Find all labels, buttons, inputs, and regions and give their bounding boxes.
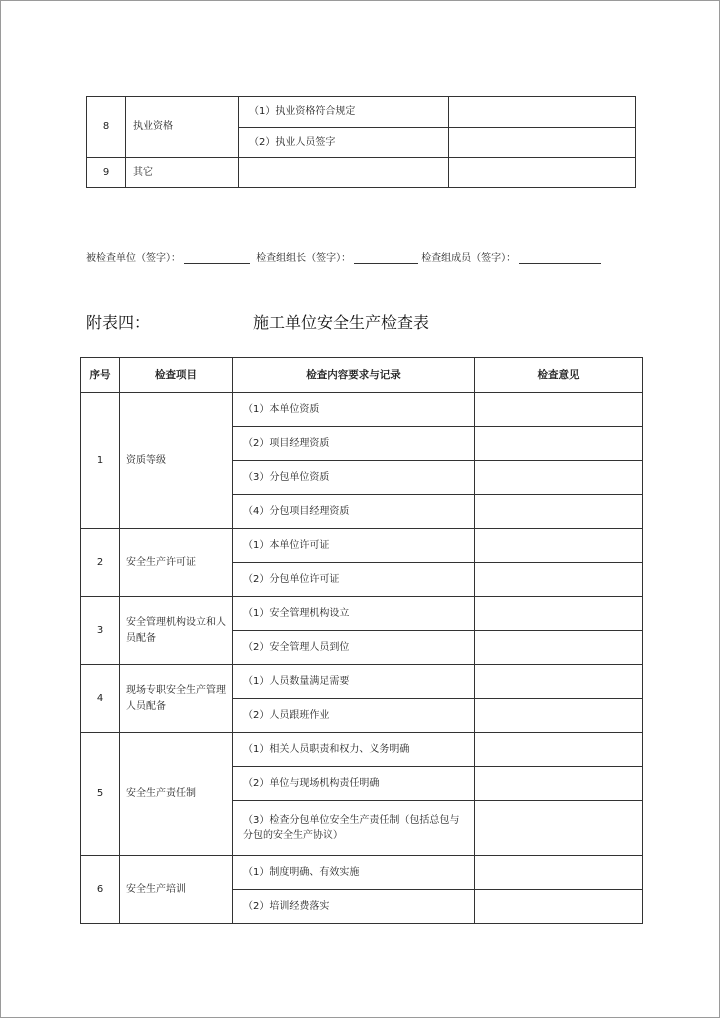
row-number: 5 — [81, 733, 120, 856]
check-item: 资质等级 — [120, 393, 233, 529]
check-content: （2）执业人员签字 — [239, 128, 449, 158]
opinion-cell[interactable] — [475, 563, 643, 597]
opinion-cell[interactable] — [475, 393, 643, 427]
row-number: 6 — [81, 856, 120, 924]
check-item: 安全管理机构设立和人员配备 — [120, 597, 233, 665]
opinion-cell[interactable] — [475, 427, 643, 461]
check-content: （1）制度明确、有效实施 — [233, 856, 475, 890]
opinion-cell[interactable] — [449, 97, 636, 128]
check-content: （2）培训经费落实 — [233, 890, 475, 924]
check-item: 执业资格 — [126, 97, 239, 158]
table-row — [81, 529, 643, 563]
group-member-label: 检查组成员（签字）： — [421, 253, 517, 264]
row-number: 4 — [81, 665, 120, 733]
check-content: （1）相关人员职责和权力、义务明确 — [233, 733, 475, 767]
safety-check-table — [80, 357, 643, 924]
check-content: （3）检查分包单位安全生产责任制（包括总包与分包的安全生产协议） — [233, 801, 475, 856]
check-item: 安全生产责任制 — [120, 733, 233, 856]
opinion-cell[interactable] — [475, 767, 643, 801]
opinion-cell[interactable] — [449, 158, 636, 188]
opinion-cell[interactable] — [475, 461, 643, 495]
check-content: （2）人员跟班作业 — [233, 699, 475, 733]
group-leader-label: 检查组组长（签字）： — [256, 253, 352, 264]
table-row — [81, 733, 643, 767]
row-number: 3 — [81, 597, 120, 665]
inspected-unit-signature-field[interactable] — [184, 251, 250, 264]
check-content: （1）执业资格符合规定 — [239, 97, 449, 128]
opinion-cell[interactable] — [475, 699, 643, 733]
header-opinion: 检查意见 — [475, 358, 643, 393]
table-header-row — [81, 358, 643, 393]
check-content: （2）安全管理人员到位 — [233, 631, 475, 665]
opinion-cell[interactable] — [475, 597, 643, 631]
table-row — [81, 665, 643, 699]
form-title: 施工单位安全生产检查表 — [253, 313, 430, 332]
check-item: 现场专职安全生产管理人员配备 — [120, 665, 233, 733]
check-content: （1）本单位许可证 — [233, 529, 475, 563]
table-row — [81, 856, 643, 890]
opinion-cell[interactable] — [475, 890, 643, 924]
table-row — [81, 393, 643, 427]
check-item: 安全生产许可证 — [120, 529, 233, 597]
check-content: （3）分包单位资质 — [233, 461, 475, 495]
group-leader-signature-field[interactable] — [354, 251, 418, 264]
opinion-cell[interactable] — [475, 733, 643, 767]
inspected-unit-label: 被检查单位（签字）： — [86, 253, 181, 264]
signature-line — [86, 249, 646, 264]
row-number: 9 — [87, 158, 126, 188]
table-row — [87, 97, 636, 128]
row-number: 2 — [81, 529, 120, 597]
opinion-cell[interactable] — [475, 801, 643, 856]
opinion-cell[interactable] — [475, 529, 643, 563]
check-content: （4）分包项目经理资质 — [233, 495, 475, 529]
appendix-label: 附表四： — [86, 313, 151, 332]
header-item: 检查项目 — [120, 358, 233, 393]
row-number: 1 — [81, 393, 120, 529]
check-content: （2）项目经理资质 — [233, 427, 475, 461]
opinion-cell[interactable] — [475, 665, 643, 699]
opinion-cell[interactable] — [475, 856, 643, 890]
group-member-signature-field[interactable] — [519, 251, 601, 264]
row-number: 8 — [87, 97, 126, 158]
opinion-cell[interactable] — [449, 128, 636, 158]
table-row — [81, 597, 643, 631]
header-content: 检查内容要求与记录 — [233, 358, 475, 393]
previous-check-table — [86, 96, 636, 188]
header-no: 序号 — [81, 358, 120, 393]
check-content: （2）分包单位许可证 — [233, 563, 475, 597]
opinion-cell[interactable] — [475, 631, 643, 665]
table-row — [87, 158, 636, 188]
check-content — [239, 158, 449, 188]
check-item: 其它 — [126, 158, 239, 188]
check-content: （1）安全管理机构设立 — [233, 597, 475, 631]
opinion-cell[interactable] — [475, 495, 643, 529]
check-item: 安全生产培训 — [120, 856, 233, 924]
check-content: （1）人员数量满足需要 — [233, 665, 475, 699]
check-content: （2）单位与现场机构责任明确 — [233, 767, 475, 801]
check-content: （1）本单位资质 — [233, 393, 475, 427]
